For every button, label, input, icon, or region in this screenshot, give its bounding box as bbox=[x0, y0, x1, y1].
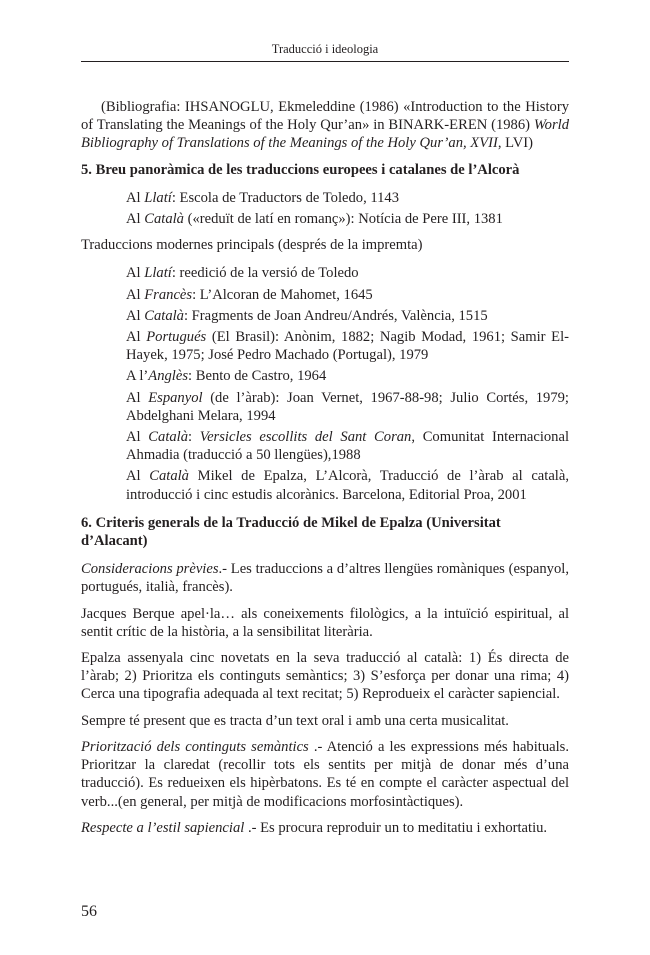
modern-translation-item bbox=[81, 367, 569, 385]
item-rest: , Comunitat Internacional Ahmadia (traducció a 50 llengües),1988 bbox=[126, 429, 569, 464]
item-prefix: Al bbox=[126, 189, 145, 206]
item-text: : bbox=[188, 429, 200, 446]
style-paragraph bbox=[81, 819, 569, 837]
item-language: Català bbox=[148, 429, 189, 446]
header-rule bbox=[81, 61, 569, 62]
item-language: Català bbox=[144, 211, 184, 228]
item-prefix: Al bbox=[126, 286, 145, 303]
page-body bbox=[81, 98, 569, 837]
style-label: Respecte a l’estil sapiencial bbox=[81, 819, 245, 836]
running-head: Traducció i ideologia bbox=[271, 42, 379, 56]
modern-translation-item bbox=[81, 389, 569, 425]
item-language: Portugués bbox=[146, 329, 207, 346]
modern-translation-item bbox=[81, 286, 569, 304]
item-text: Mikel de Epalza, L’Alcorà, Traducció de l’àrab al català, introducció i cinc estudis alcorànics. Barcelona, Editorial Proa, 2001 bbox=[126, 468, 569, 503]
considerations-label: Consideracions prèvies bbox=[81, 561, 219, 578]
item-prefix: Al bbox=[126, 389, 149, 406]
semantic-label: Priorització dels continguts semàntics bbox=[81, 738, 309, 755]
early-translation-item bbox=[81, 210, 569, 228]
semantic-paragraph bbox=[81, 738, 569, 811]
item-work-title: Versicles escollits del Sant Coran bbox=[199, 429, 412, 446]
considerations-paragraph bbox=[81, 560, 569, 596]
item-text: («reduït de latí en romanç»): Notícia de Pere III, 1381 bbox=[183, 211, 503, 228]
item-prefix: Al bbox=[126, 329, 147, 346]
item-text: (El Brasil): Anònim, 1882; Nagib Modad, 1961; Samir El-Hayek, 1975; José Pedro Machado (Portugal), 1979 bbox=[126, 329, 569, 364]
item-prefix: Al bbox=[126, 307, 145, 324]
item-text: : reedició de la versió de Toledo bbox=[171, 265, 359, 282]
item-text: : Bento de Castro, 1964 bbox=[188, 368, 327, 385]
semantic-text: .- Atenció a les expressions més habituals. Prioritzar la claredat (recollir tots els sentits per mitjà de donar més d’una traducció). Es redueixen els hipèrbatons. Es té en compte el caràcter aspectual del verb...(en general, per mitjà de modificacions morfosintàctiques). bbox=[81, 738, 569, 810]
item-text: : Escola de Traductors de Toledo, 1143 bbox=[171, 189, 400, 206]
item-text: : L’Alcoran de Mahomet, 1645 bbox=[192, 286, 373, 303]
bibliography-title: World Bibliography of Translations of the Meanings of the Holy Qur’an, XVII bbox=[81, 117, 569, 152]
considerations-text: .- Les traduccions a d’altres llengües romàniques (espanyol, portugués, italià, francès). bbox=[81, 561, 569, 596]
item-language: Espanyol bbox=[148, 389, 203, 406]
item-prefix: Al bbox=[126, 429, 149, 446]
modern-translations-intro: Traduccions modernes principals (després de la impremta) bbox=[81, 237, 423, 254]
item-language: Català bbox=[149, 468, 189, 485]
item-language: Català bbox=[144, 307, 184, 324]
bibliography-open: (Bibliografia: IHSANOGLU, Ekmeleddine (1986) «Introduction to the History of Translating the Meanings of the Holy Qur’an» in BINARK-EREN (1986) bbox=[81, 99, 569, 134]
page-number: 56 bbox=[81, 903, 97, 920]
item-prefix: Al bbox=[126, 468, 150, 485]
item-language: Llatí bbox=[144, 189, 172, 206]
bibliography-close: , LVI) bbox=[497, 135, 533, 152]
modern-translation-item bbox=[81, 428, 569, 464]
item-language: Anglès bbox=[148, 368, 189, 385]
modern-translation-item bbox=[81, 264, 569, 282]
epalza-paragraph: Epalza assenyala cinc novetats en la seva traducció al català: 1) És directa de l’àrab; 2) Prioritza els continguts semàntics; 3) S’esforça per donar una rima; 4) Cerca una tipografia adequada al text recitat; 5) Reprodueix el caràcter sapiencial. bbox=[81, 650, 569, 703]
section-5-heading: 5. Breu panoràmica de les traduccions europees i catalanes de l’Alcorà bbox=[81, 161, 520, 178]
style-text: .- Es procura reproduir un to meditatiu i exhortatiu. bbox=[244, 819, 548, 836]
item-text: : Fragments de Joan Andreu/Andrés, València, 1515 bbox=[183, 307, 488, 324]
item-language: Francès bbox=[144, 286, 193, 303]
item-text: (de l’àrab): Joan Vernet, 1967-88-98; Julio Cortés, 1979; Abdelghani Melara, 1994 bbox=[126, 389, 569, 424]
section-6-heading: 6. Criteris generals de la Traducció de Mikel de Epalza (Universitat d’Alacant) bbox=[81, 514, 501, 550]
item-prefix: Al bbox=[126, 211, 145, 228]
item-language: Llatí bbox=[144, 265, 172, 282]
modern-translation-item bbox=[81, 467, 569, 503]
item-prefix: Al bbox=[126, 265, 145, 282]
modern-translation-item bbox=[81, 307, 569, 325]
oral-text-paragraph: Sempre té present que es tracta d’un text oral i amb una certa musicalitat. bbox=[81, 712, 509, 729]
item-prefix: A l’ bbox=[126, 368, 149, 385]
bibliography-note bbox=[81, 98, 569, 153]
early-translation-item bbox=[81, 189, 569, 207]
modern-translation-item bbox=[81, 328, 569, 364]
berque-paragraph: Jacques Berque apel·la… als coneixements filològics, a la intuïció espiritual, al sentit crític de la història, a la sensibilitat literària. bbox=[81, 605, 569, 640]
